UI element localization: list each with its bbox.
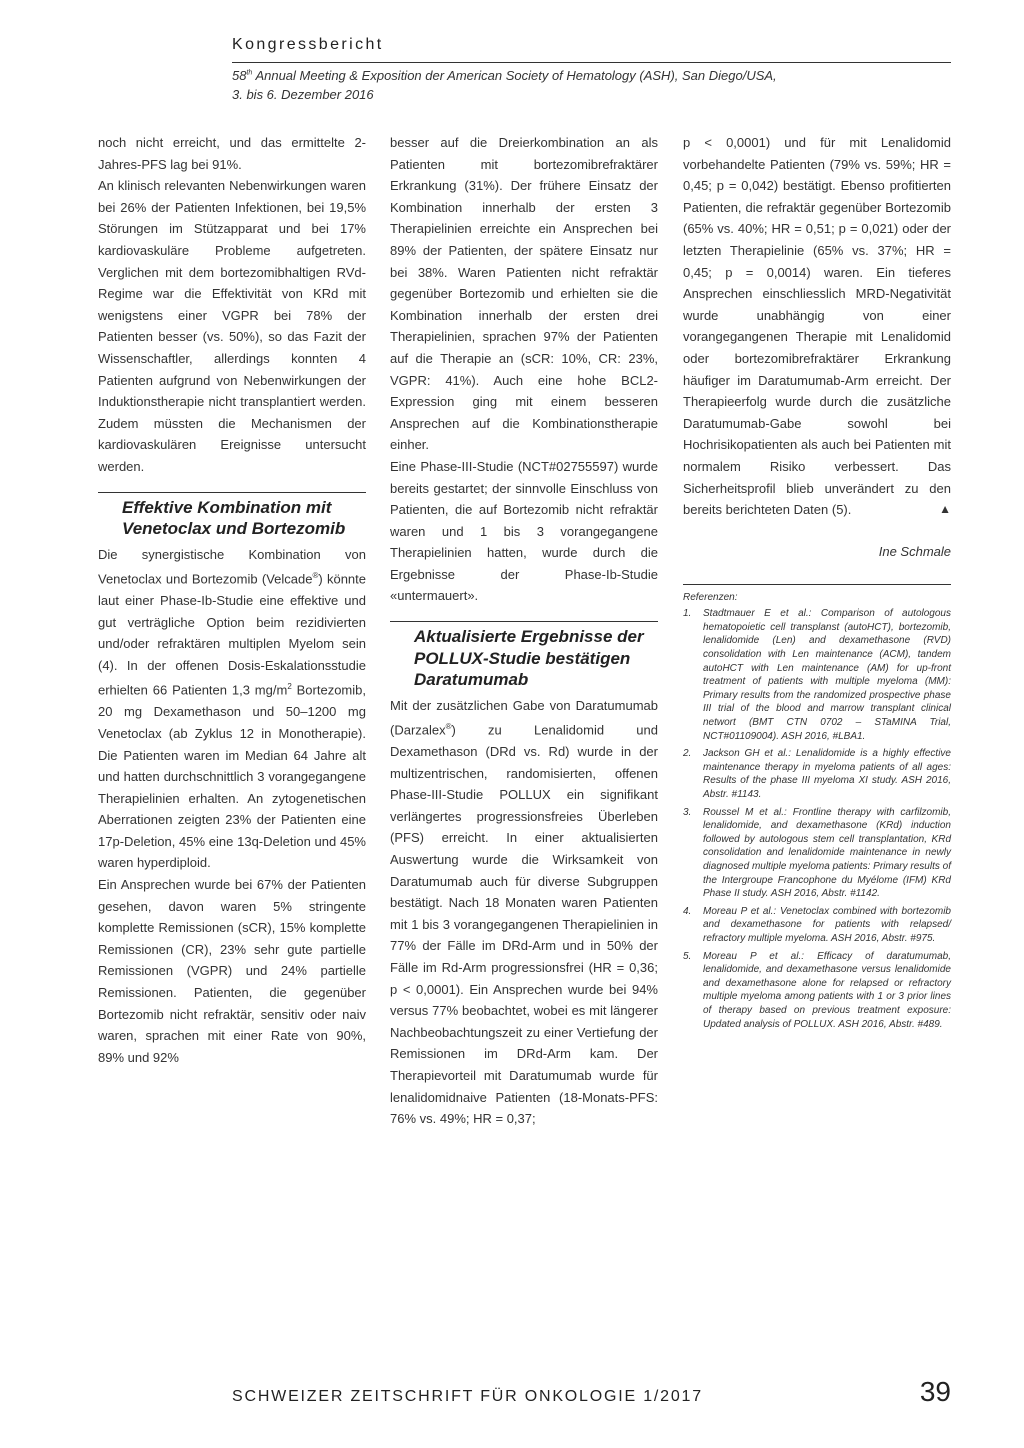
column-right [683, 132, 951, 1035]
end-mark-triangle-icon: ▲ [939, 502, 951, 517]
congress-subtitle [232, 66, 951, 104]
reference-item [683, 950, 951, 1032]
reference-number: 1. [683, 608, 692, 620]
author-name: Ine Schmale [878, 543, 951, 559]
reference-text: Stadtmauer E et al.: Comparison of autologous hematopoietic cell transplanst (autoHCT), bortezomib, lenalidomide (Len) and dexamethasone (RVD) consolidation with Len maintenance (ACM), tandem autoHCT with Len maintenance (AM) for up-front treatment of patients with multiple myeloma (MM): Primary results from the randomized prospective phase III trial of the blood and marrow transplant clinical networt (BMT CTN 0702 – STaMINA Trial, NCT#01109004). ASH 2016, #LBA1. [703, 608, 951, 742]
paragraph: p < 0,0001) und für mit Lenalidomid vorbehandelte Patienten (79% vs. 59%; HR = 0,45; p = 0,042) bestätigt. Ebenso profitierten Patienten, die refraktär gegenüber Bortezomib (65% vs. 40%; HR = 0,51; p = 0,021) oder der letzten Therapielinie (65% vs. 37%; HR = 0,45; p = 0,0014) waren. Ein tieferes Ansprechen einschliesslich MRD-Negativität wurde unabhängig von einer vorangegangenen Therapie mit Lenalidomid oder bortezomibrefraktärer Erkrankung häufiger im Daratumumab-Arm erreicht. Der Therapieerfolg wurde durch die zusätzliche Daratumumab-Gabe sowohl bei Hochrisikopatienten als auch bei Patienten mit normalem Risiko verbessert. Das Sicherheitsprofil blieb unverändert zu den bereits berichteten Daten (5). ▲ [683, 132, 951, 521]
section-heading: Effektive Kombination mit Venetoclax und Bortezomib [122, 497, 346, 538]
paragraph: An klinisch relevanten Nebenwirkungen waren bei 26% der Patienten Infektionen, bei 19,5% Störungen im Stützapparat und bei 17% kardiovaskuläre Probleme aufgetreten. Verglichen mit dem bortezomibhaltigen RVd-Regime war die Effektivität von KRd mit wenigstens einer VGPR bei 78% der Patienten besser (vs. 50%), so das Fazit der Wissenschaftler, allerdings konnten 4 Patienten aufgrund von Nebenwirkungen der Induktionstherapie nicht transplantiert werden. Zudem müssten die Mechanismen der kardiovaskulären Ereignisse untersucht werden. [98, 178, 366, 474]
paragraph: Die synergistische Kombination von Venetoclax und Bortezomib (Velcade®) könnte laut einer Phase-Ib-Studie eine effektive und gut verträgliche Option beim rezidivierten und/oder refraktären multiplen Myelom sein (4). In der offenen Dosis-Eskalationsstudie erhielten 66 Patienten 1,3 $mg/m^2$ Bortezomib, 20 mg Dexamethason und 50–1200 mg Venetoclax (ab Zyklus 12 in Monotherapie). Die Patienten waren im Median 64 Jahre alt und hatten durchschnittlich 3 vorangegangene Therapielinien erhalten. An zytogenetischen Aberrationen zeigten 23% der Patienten eine 17p-Deletion, 45% eine 13q-Deletion und 45% waren hyperdiploid. [98, 546, 366, 871]
reference-text: Jackson GH et al.: Lenalidomide is a highly effective maintenance therapy in myeloma patients of all ages: Results of the phase III myeloma XI study. ASH 2016, Abstr. #1143. [703, 748, 951, 800]
subtitle-ordinal: 58 [232, 68, 247, 83]
subtitle-ordinal-suffix: th [246, 69, 253, 77]
section-heading: Aktualisierte Ergebnisse der POLLUX-Studie bestätigen Daratumumab [414, 627, 644, 690]
reference-text: Roussel M et al.: Frontline therapy with carfilzomib, lenalidomide, and dexamethasone (KRd) induction followed by autologous stem cell transplantation, KRd consolidation and lenalidomide maintenance in newly diagnosed multiple myeloma patients: Primary results of the Intergroupe Francophone du Myélome (IFM) KRd Phase II study. ASH 2016, Abstr. #1142. [703, 806, 951, 900]
section-header: Kongressbericht [232, 36, 384, 53]
paragraph: noch nicht erreicht, und das ermittelte 2-Jahres-PFS lag bei 91%. [98, 135, 366, 172]
reference-item [683, 905, 951, 946]
reference-item [683, 607, 951, 743]
paragraph: besser auf die Dreierkombination an als Patienten mit bortezomibrefraktärer Erkrankung (31%). Der frühere Einsatz der Kombination innerhalb der ersten 3 Therapielinien erreichte ein Ansprechen bei 89% der Patienten, der spätere Einsatz nur bei 38%. Waren Patienten nicht refraktär gegenüber Bortezomib und erhielten sie die Kombination innerhalb der ersten drei Therapielinien, sprachen 97% der Patienten auf die Therapie an (sCR: 10%, CR: 23%, VGPR: 41%). Auch eine hohe BCL2-Expression ging mit einem besseren Ansprechen auf die Kombinationstherapie einher. [390, 135, 658, 453]
reference-number: 5. [683, 950, 692, 962]
paragraph: Ein Ansprechen wurde bei 67% der Patienten gesehen, davon waren 5% stringente komplette Remissionen (sCR), 15% komplette Remissionen (CR), 23% sehr gute partielle Remissionen (VGPR) und 24% partielle Remissionen. Patienten, die gegenüber Bortezomib nicht refraktär, sensitiv oder naiv waren, sprachen mit einer Rate von 90%, 89% und 92% [98, 877, 366, 1065]
paragraph: Eine Phase-III-Studie (NCT#02755597) wurde bereits gestartet; der sinnvolle Einschluss von Patienten, die auf Bortezomib nicht refraktär waren und 1 bis 3 vorangegangene Therapielinien hatten, wurde durch die Ergebnisse der Phase-Ib-Studie «untermauert». [390, 458, 658, 604]
reference-number: 2. [683, 748, 692, 760]
page-number: 39 [919, 1376, 951, 1407]
reference-number: 3. [683, 806, 692, 818]
references [683, 584, 951, 1031]
reference-number: 4. [683, 905, 692, 917]
column-middle [390, 132, 658, 1130]
reference-item [683, 806, 951, 901]
section-heading-block [390, 621, 658, 691]
column-left [98, 132, 366, 1068]
journal-name: SCHWEIZER ZEITSCHRIFT FÜR ONKOLOGIE 1/2017 [232, 1388, 703, 1405]
paragraph: Mit der zusätzlichen Gabe von Daratumumab (Darzalex®) zu Lenalidomid und Dexamethason (DRd vs. Rd) wurde in der multizentrischen, randomisierten, offenen Phase-III-Studie POLLUX ein signifikant verlängertes progressionsfreies Überleben (PFS) erreicht. In einer aktualisierten Auswertung wurde die Wirksamkeit von Daratumumab auch für diverse Subgruppen bestätigt. Nach 18 Monaten waren Patienten mit 1 bis 3 vorangegangenen Therapielinien in 77% der Fälle im DRd-Arm und in 50% der Fälle im Rd-Arm progressionsfrei (HR = 0,36; p < 0,0001). Ein Ansprechen wurde bei 94% versus 77% beobachtet, wobei es mit längerer Nachbeobachtungszeit zu einer Vertiefung der Remissionen im DRd-Arm kam. Der Therapievorteil mit Daratumumab wurde für lenalidomidnaive Patienten (18-Monats-PFS: 76% vs. 49%; HR = 0,37; [390, 697, 658, 1127]
subtitle-text: Annual Meeting & Exposition der American Society of Hematology (ASH), San Diego/USA, [252, 68, 777, 83]
reference-text: Moreau P et al.: Venetoclax combined with bortezomib and dexamethasone for patients with relapsed/ refractory multiple myeloma. ASH 2016, Abstr. #975. [703, 905, 951, 944]
references-title: Referenzen: [683, 592, 738, 604]
header-divider [232, 62, 951, 63]
subtitle-dates: 3. bis 6. Dezember 2016 [232, 87, 374, 102]
reference-text: Moreau P et al.: Efficacy of daratumumab, lenalidomide, and dexamethasone versus lenalidomide and dexamethasone alone for relapsed or refractory multiple myeloma among patients with 1 or 3 prior lines of therapy based on previous treatment exposure: Updated analysis of POLLUX. ASH 2016, Abstr. #489. [703, 950, 951, 1030]
reference-list [683, 607, 951, 1031]
reference-item [683, 747, 951, 801]
section-heading-block [98, 492, 366, 540]
